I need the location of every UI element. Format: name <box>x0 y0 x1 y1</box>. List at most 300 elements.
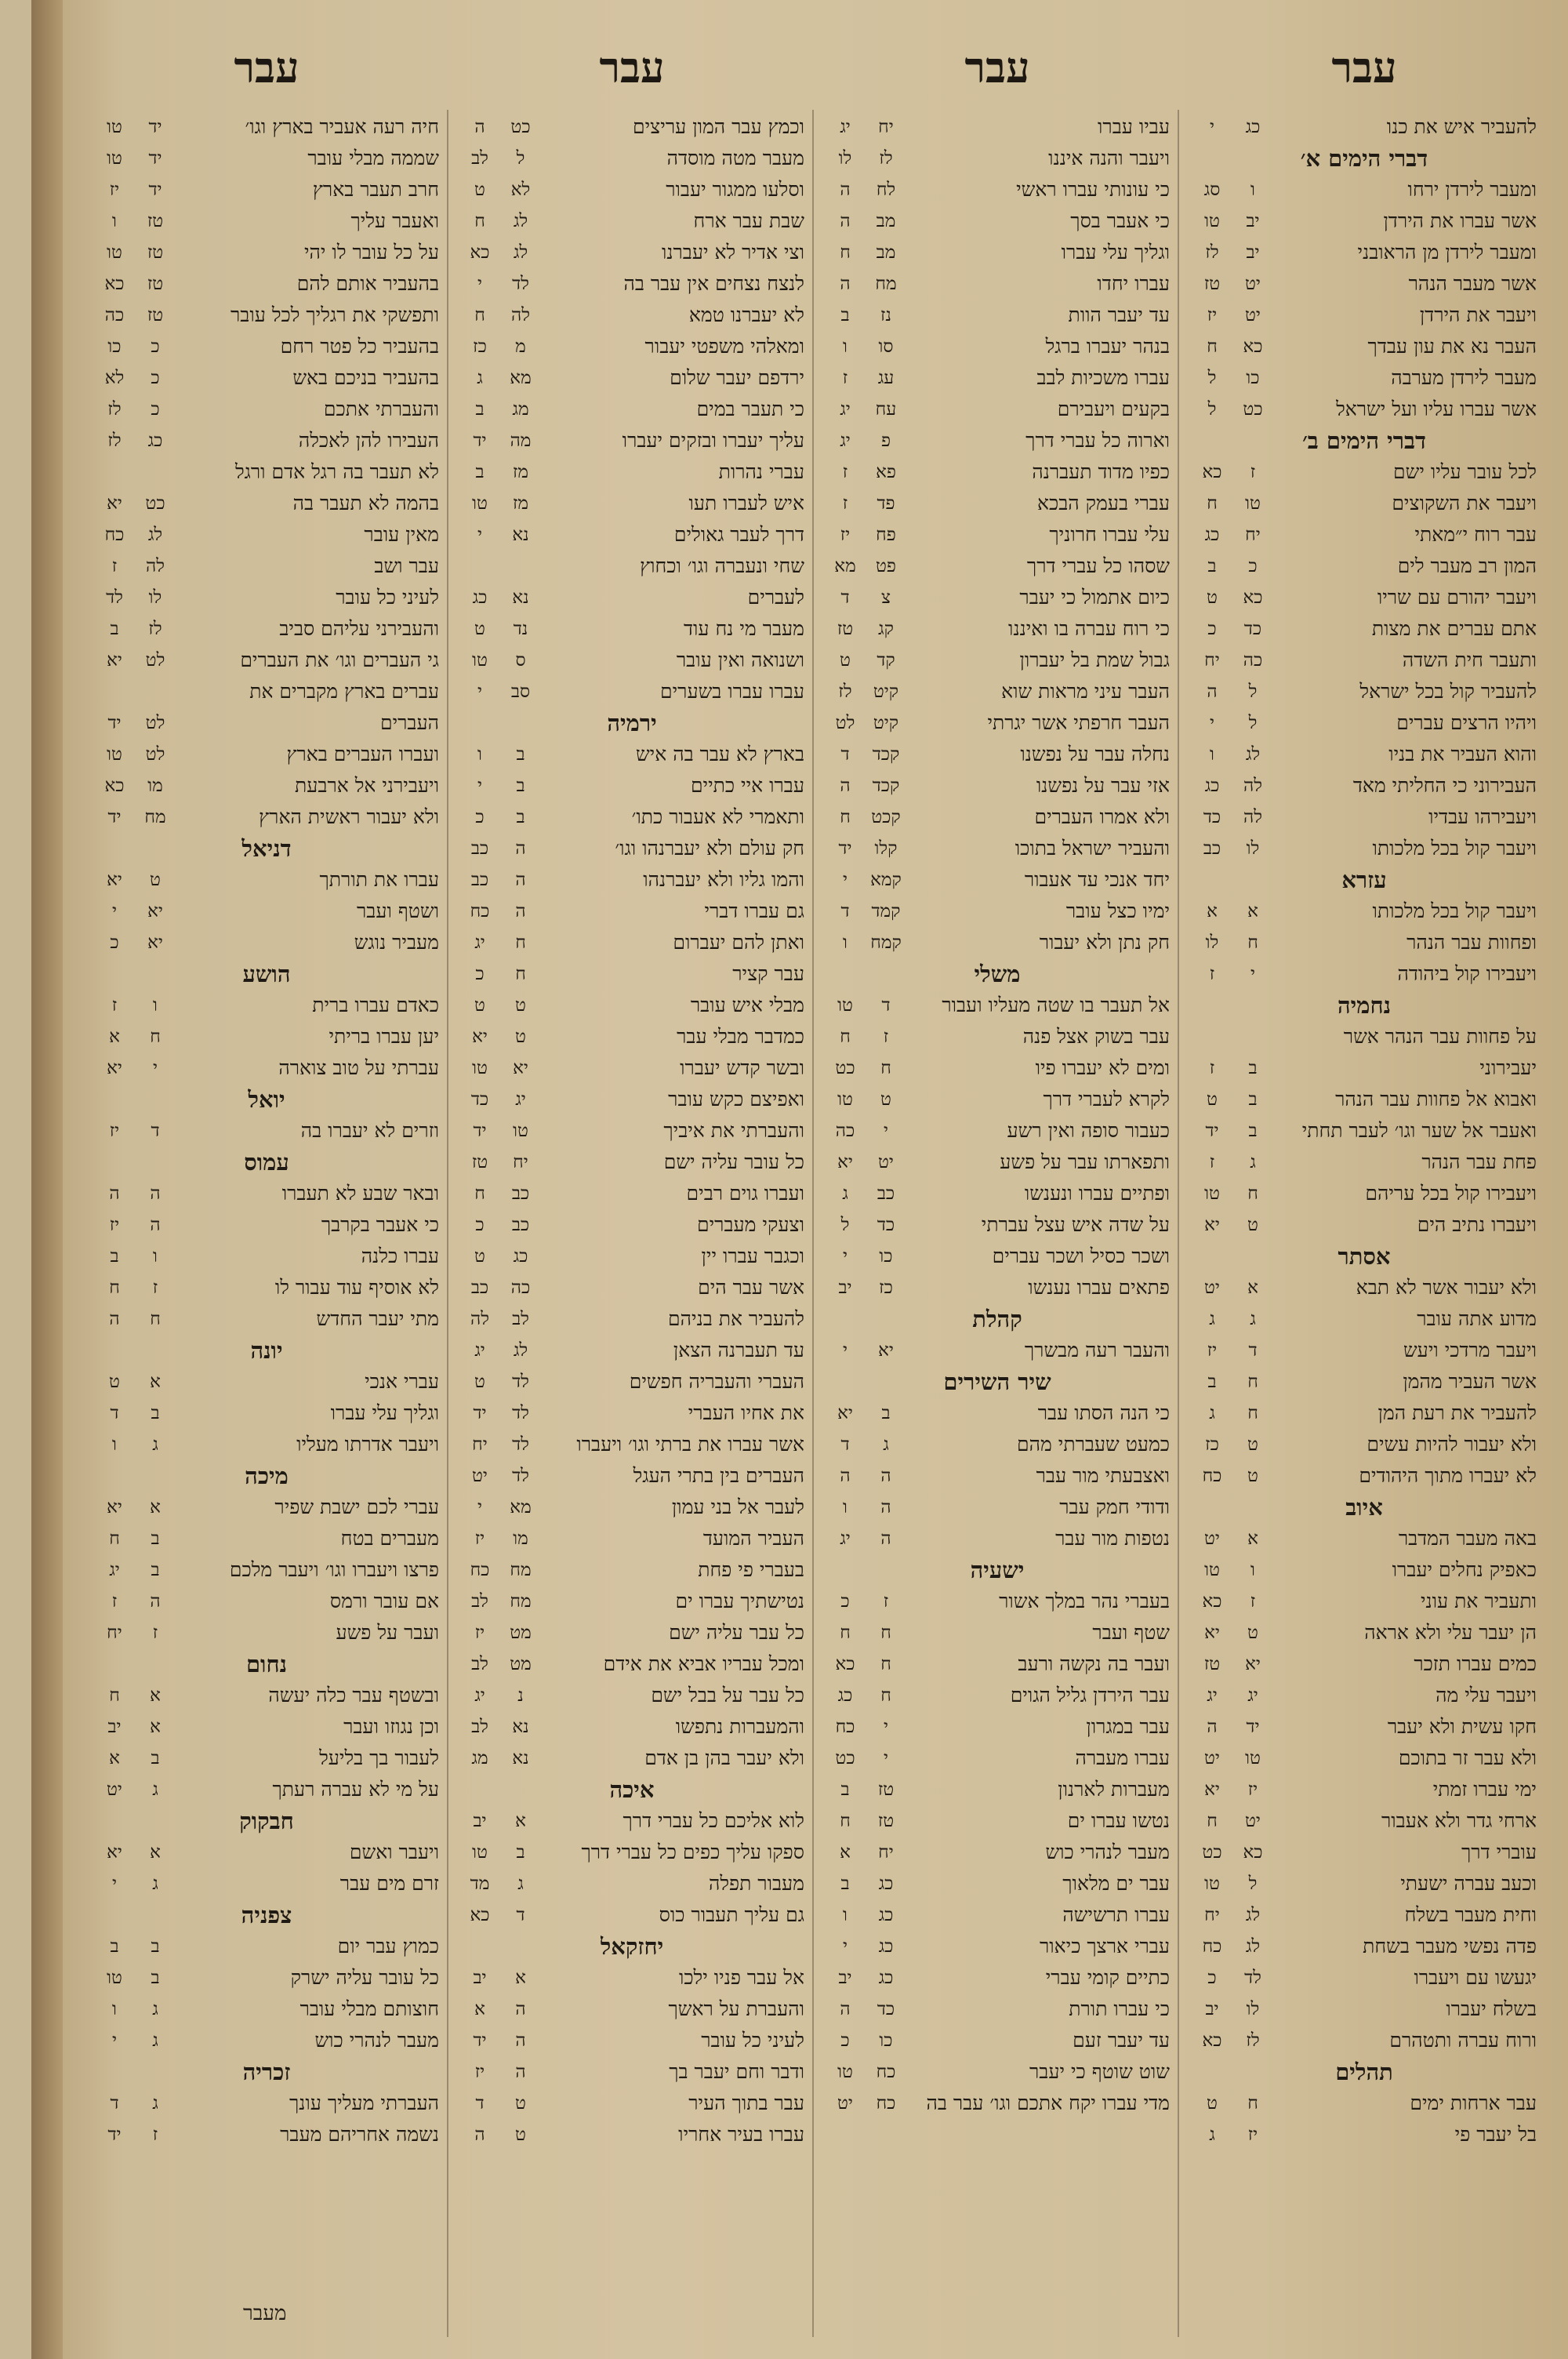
verse-ref: כג <box>1204 525 1220 545</box>
entry-row <box>1192 2119 1537 2150</box>
chapter-ref: מח <box>144 807 166 827</box>
verse-ref: ח <box>1207 1811 1218 1831</box>
entry-text: מדי עברו יקח אתכם וגו׳ עבר בה <box>926 2092 1170 2114</box>
entry-row <box>94 739 439 770</box>
verse-ref: כא <box>1202 1591 1222 1612</box>
verse-ref: י <box>111 901 118 921</box>
verse-ref: יא <box>107 1497 122 1518</box>
verse-ref: י <box>477 525 483 545</box>
entry-text: פחת עבר הנהר <box>1421 1150 1537 1173</box>
verse-ref: ח <box>109 1685 120 1706</box>
entry-text: אשר עברו את ברתי וגו׳ ויעברו <box>576 1433 804 1456</box>
entry-text: עד יעבר זעם <box>1073 2029 1170 2052</box>
entry-text: עוברי דרך <box>1461 1841 1537 1863</box>
entry-row <box>825 1209 1170 1241</box>
verse-ref: א <box>840 1842 851 1863</box>
entry-row <box>1192 1084 1537 1115</box>
entry-text: כעבור סופה ואין רשע <box>1007 1119 1170 1142</box>
book-heading <box>94 1805 439 1837</box>
entry-row <box>459 205 804 237</box>
entry-text: העבירוני כי החליתי מאד <box>1352 774 1537 797</box>
verse-ref: יז <box>1207 1340 1218 1361</box>
chapter-ref: ב <box>151 1936 160 1957</box>
verse-ref: ג <box>1209 1403 1215 1423</box>
book-heading <box>94 1460 439 1492</box>
entry-row <box>825 331 1170 362</box>
chapter-ref: יח <box>878 1842 894 1863</box>
entry-row <box>94 2088 439 2119</box>
entry-row <box>825 1115 1170 1147</box>
chapter-ref: ג <box>152 2093 158 2114</box>
book-title: יואל <box>248 1085 285 1113</box>
verse-ref: כט <box>1202 1842 1222 1863</box>
verse-ref: י <box>477 776 483 796</box>
entry-row <box>825 1711 1170 1743</box>
chapter-ref: כה <box>1243 650 1263 671</box>
verse-ref: י <box>842 1246 848 1267</box>
entry-row <box>94 362 439 394</box>
entry-text: לעיני כל עובר <box>701 2029 804 2052</box>
chapter-ref: כג <box>878 1905 894 1925</box>
entry-text: העביר המועד <box>702 1527 804 1550</box>
entry-row <box>825 1084 1170 1115</box>
entry-text: עבר קציר <box>732 962 804 985</box>
chapter-ref: ט <box>1247 1434 1258 1455</box>
entry-row <box>94 237 439 268</box>
verse-ref: ו <box>843 1497 848 1518</box>
verse-ref: יא <box>837 1403 853 1423</box>
chapter-ref: לה <box>146 556 165 576</box>
entry-text: ושנואה ואין עובר <box>676 649 804 671</box>
chapter-ref: ו <box>153 1246 158 1267</box>
verse-ref: טו <box>107 242 122 263</box>
entry-text: עליך יעברו ובזקים יעברו <box>622 429 804 452</box>
book-heading <box>94 1147 439 1178</box>
book-heading <box>94 833 439 864</box>
book-title: זכריה <box>242 2058 291 2085</box>
chapter-ref: מז <box>512 493 529 514</box>
verse-ref: יד <box>107 713 122 733</box>
catchword: מעבר <box>243 2302 287 2325</box>
chapter-ref: ב <box>1248 1121 1258 1141</box>
verse-ref: כח <box>104 525 125 545</box>
chapter-ref: כד <box>1243 619 1262 639</box>
chapter-ref: פ <box>880 431 891 451</box>
entry-row <box>94 864 439 896</box>
book-heading <box>94 1084 439 1115</box>
entry-row <box>94 1931 439 1962</box>
entry-text: ויעבר יהורם עם שריו <box>1377 586 1537 609</box>
entry-row <box>459 582 804 613</box>
chapter-ref: ז <box>152 2125 158 2145</box>
verse-ref: י <box>477 1497 483 1518</box>
entry-row <box>459 1178 804 1209</box>
entry-row <box>1192 1805 1537 1837</box>
chapter-ref: ה <box>880 1466 891 1486</box>
entry-text: איש לעברו תעו <box>688 492 804 514</box>
chapter-ref: יא <box>147 932 163 953</box>
verse-ref: כא <box>104 274 125 294</box>
chapter-ref: א <box>1247 901 1258 921</box>
entry-row <box>459 1147 804 1178</box>
entry-row <box>459 143 804 174</box>
book-heading <box>1192 143 1537 174</box>
entry-row <box>1192 1837 1537 1868</box>
chapter-ref: ה <box>515 901 526 921</box>
verse-ref: יט <box>837 2093 853 2114</box>
verse-ref: ג <box>1209 2125 1215 2145</box>
entry-row <box>825 1272 1170 1303</box>
verse-ref: ה <box>840 274 851 294</box>
chapter-ref: מב <box>876 211 896 231</box>
chapter-ref: ה <box>880 1528 891 1549</box>
chapter-ref: יא <box>513 1058 528 1078</box>
chapter-ref: צ <box>880 587 891 608</box>
chapter-ref: מח <box>510 1560 532 1580</box>
verse-ref: ב <box>475 462 485 482</box>
verse-ref: ב <box>110 1246 119 1267</box>
entry-row <box>1192 582 1537 613</box>
entry-text: באה מעבר המדבר <box>1398 1527 1537 1550</box>
entry-text: בהעביר אותם להם <box>296 272 439 295</box>
verse-ref: כא <box>470 242 490 263</box>
entry-row <box>94 990 439 1021</box>
entry-row <box>459 1398 804 1429</box>
entry-row <box>459 676 804 707</box>
entry-row <box>459 1303 804 1335</box>
entry-row <box>459 425 804 456</box>
verse-ref: ה <box>474 2125 485 2145</box>
chapter-ref: יט <box>1245 274 1261 294</box>
entry-row <box>459 1366 804 1398</box>
chapter-ref: א <box>150 1717 161 1737</box>
entry-text: עבר ים מלאוך <box>1062 1872 1170 1895</box>
entry-text: כי הנה הסתו עבר <box>1037 1401 1170 1424</box>
entry-text: לעיני כל עובר <box>336 586 439 609</box>
entry-row <box>825 1052 1170 1084</box>
entry-row <box>94 1837 439 1868</box>
entry-row <box>1192 801 1537 833</box>
entry-row <box>1192 958 1537 990</box>
entry-text: כי רוח עברה בו ואיננו <box>1008 617 1170 640</box>
entry-text: את אחיו העברי <box>688 1401 804 1424</box>
chapter-ref: ז <box>1250 462 1256 482</box>
entry-row <box>1192 1680 1537 1711</box>
entry-row <box>825 2056 1170 2088</box>
chapter-ref: מב <box>876 242 896 263</box>
entry-text: כי אעבר בסך <box>1070 209 1170 232</box>
entry-row <box>1192 1931 1537 1962</box>
entry-row <box>825 1335 1170 1366</box>
entry-row <box>94 645 439 676</box>
chapter-ref: כא <box>1243 587 1263 608</box>
chapter-ref: לט <box>145 713 165 733</box>
entry-text: לעברים <box>747 586 804 609</box>
entry-text: ותפארתו עבר על פשע <box>1000 1150 1170 1173</box>
entry-text: על פחוות עבר הנהר אשר <box>1343 1025 1537 1048</box>
verse-ref: לז <box>107 431 122 451</box>
verse-ref: ב <box>475 399 485 420</box>
entry-row <box>94 1241 439 1272</box>
entry-text: ולא יעבור ראשית הארץ <box>259 805 439 828</box>
verse-ref: י <box>477 682 483 702</box>
entry-text: פתאים עברו נענשו <box>1028 1276 1170 1299</box>
entry-text: עברים בארץ מקברים את <box>249 680 439 703</box>
entry-row <box>825 1899 1170 1931</box>
entry-row <box>459 488 804 519</box>
entry-row <box>459 362 804 394</box>
entry-text: עברו יחדו <box>1097 272 1170 295</box>
verse-ref: כה <box>835 1121 855 1141</box>
chapter-ref: טז <box>147 242 164 263</box>
entry-row <box>459 1648 804 1680</box>
book-title: תהלים <box>1335 2058 1393 2085</box>
verse-ref: יב <box>1205 1999 1219 2019</box>
entry-row <box>1192 1648 1537 1680</box>
column-rule <box>1178 110 1179 2337</box>
entry-text: מעביר נוגש <box>354 931 439 954</box>
chapter-ref: כג <box>878 1968 894 1988</box>
entry-row <box>94 1680 439 1711</box>
chapter-ref: טו <box>1245 1748 1261 1768</box>
chapter-ref: א <box>150 1497 161 1518</box>
chapter-ref: ל <box>1248 1874 1258 1894</box>
verse-ref: כב <box>470 1278 489 1298</box>
entry-row <box>825 456 1170 488</box>
entry-row <box>1192 394 1537 425</box>
entry-text: בשלח יעברו <box>1446 1997 1537 2020</box>
entry-text: ולא אמרו העברים <box>1034 805 1170 828</box>
entry-row <box>1192 1021 1537 1052</box>
entry-row <box>459 1335 804 1366</box>
entry-row <box>94 2119 439 2150</box>
verse-ref: יד <box>1205 1121 1219 1141</box>
verse-ref: יד <box>473 1403 487 1423</box>
entry-text: מעבר לנהרי כוש <box>314 2029 439 2052</box>
verse-ref: ב <box>840 1779 850 1800</box>
verse-ref: לז <box>838 682 852 702</box>
chapter-ref: קד <box>877 650 895 671</box>
entry-text: ובשר קדש יעברו <box>680 1056 804 1079</box>
chapter-ref: כו <box>879 1246 893 1267</box>
entry-row <box>94 519 439 551</box>
entry-text: עבר ארחות ימים <box>1410 2092 1537 2114</box>
chapter-ref: לד <box>512 1372 529 1392</box>
entry-text: וצי אדיר לא יעברנו <box>661 241 804 264</box>
verse-ref: יא <box>1204 1779 1220 1800</box>
entry-text: שממה מבלי עובר <box>307 147 439 169</box>
chapter-ref: סו <box>878 336 894 357</box>
chapter-ref: מו <box>147 776 163 796</box>
verse-ref: לו <box>838 148 852 169</box>
entry-text: ימיו כצל עובר <box>1065 900 1170 922</box>
chapter-ref: קמא <box>870 870 902 890</box>
verse-ref: טו <box>472 493 488 514</box>
chapter-ref: א <box>515 1968 526 1988</box>
entry-text: ירדפם יעבר שלום <box>670 366 804 389</box>
entry-row <box>94 300 439 331</box>
entry-text: יען עברו בריתי <box>328 1025 439 1048</box>
chapter-ref: ה <box>150 1215 161 1235</box>
entry-text: כי תעבר במים <box>696 398 804 420</box>
entry-row <box>94 707 439 739</box>
entry-text: בעברי נהר במלך אשור <box>999 1590 1170 1612</box>
entry-text: אתם עברים את מצות <box>1371 617 1537 640</box>
chapter-ref: מז <box>512 462 529 482</box>
entry-row <box>94 927 439 958</box>
book-heading <box>1192 1241 1537 1272</box>
entry-row <box>459 739 804 770</box>
entry-row <box>1192 645 1537 676</box>
verse-ref: יז <box>1207 305 1218 325</box>
entry-text: ואעבר אל שער וגו׳ לעבר תחתי <box>1301 1119 1537 1142</box>
verse-ref: ו <box>477 744 482 765</box>
chapter-ref: לח <box>876 180 896 200</box>
entry-row <box>825 1147 1170 1178</box>
entry-text: מעבור תפלה <box>708 1872 804 1895</box>
chapter-ref: לז <box>148 619 162 639</box>
chapter-ref: נא <box>512 525 529 545</box>
column-1 <box>1192 39 1537 2337</box>
verse-ref: מא <box>834 556 856 576</box>
column-3 <box>459 39 804 2337</box>
chapter-ref: טז <box>877 1779 895 1800</box>
entry-row <box>459 1837 804 1868</box>
entry-text: נטפות מור עבר <box>1055 1527 1170 1550</box>
book-heading <box>825 1554 1170 1586</box>
entry-row <box>825 300 1170 331</box>
book-heading <box>825 958 1170 990</box>
book-heading <box>1192 2056 1537 2088</box>
entry-text: כמוץ עבר יום <box>337 1935 439 1957</box>
entry-text: והמו גליו ולא יעברנהו <box>643 868 804 891</box>
chapter-ref: קמד <box>871 901 901 921</box>
verse-ref: ח <box>1207 336 1218 357</box>
entry-text: ומעבר לירדן מן הראובני <box>1357 241 1537 264</box>
book-heading <box>94 1335 439 1366</box>
chapter-ref: ז <box>152 1623 158 1643</box>
chapter-ref: נז <box>880 305 891 325</box>
chapter-ref: ב <box>151 1528 160 1549</box>
chapter-ref: קמח <box>870 932 902 953</box>
verse-ref: יד <box>473 2030 487 2051</box>
entry-row <box>1192 205 1537 237</box>
verse-ref: ח <box>840 1811 851 1831</box>
chapter-ref: ט <box>515 995 526 1016</box>
chapter-ref: ט <box>1247 1623 1258 1643</box>
entry-row <box>94 2025 439 2056</box>
verse-ref: טו <box>472 650 488 671</box>
entry-text: שבת עבר ארח <box>693 209 804 232</box>
chapter-ref: ה <box>880 1497 891 1518</box>
chapter-ref: יז <box>1247 2125 1258 2145</box>
entry-row <box>825 896 1170 927</box>
verse-ref: ו <box>843 932 848 953</box>
verse-ref: יח <box>472 1434 488 1455</box>
entry-text: והעבירני עליהם סביב <box>279 617 439 640</box>
entry-row <box>1192 1429 1537 1460</box>
entry-text: עברו איי כתיים <box>690 774 804 797</box>
chapter-ref: ב <box>151 1968 160 1988</box>
chapter-ref: כז <box>879 1278 893 1298</box>
chapter-ref: יט <box>878 1152 894 1172</box>
verse-ref: כא <box>470 1905 490 1925</box>
entry-text: עבר בשוק אצל פנה <box>1022 1025 1170 1048</box>
entry-text: לקרא לעברי דרך <box>1043 1088 1170 1110</box>
book-title: נחמיה <box>1337 991 1392 1019</box>
entry-text: בהעביר בניכם באש <box>292 366 439 389</box>
entry-row <box>459 2119 804 2150</box>
chapter-ref: ב <box>151 1403 160 1423</box>
entry-row <box>94 1994 439 2025</box>
entry-text: עברו בעיר אחריו <box>678 2123 804 2146</box>
verse-ref: ה <box>109 1309 120 1329</box>
verse-ref: יח <box>1204 650 1220 671</box>
book-title: יחזקאל <box>600 1932 664 1960</box>
chapter-ref: יד <box>148 148 162 169</box>
entry-text: שחי ונעברה וגו׳ וכחוץ <box>640 554 804 577</box>
entry-text: עבר במגרון <box>1086 1715 1170 1738</box>
entry-row <box>94 770 439 801</box>
chapter-ref: כב <box>511 1183 530 1204</box>
entry-row <box>825 205 1170 237</box>
verse-ref: יז <box>109 1121 120 1141</box>
chapter-ref: ה <box>150 1183 161 1204</box>
book-heading <box>1192 1492 1537 1523</box>
entry-text: לא יעברנו טמא <box>688 304 804 326</box>
verse-ref: כא <box>835 1654 855 1674</box>
verse-ref: ח <box>474 211 485 231</box>
entry-row <box>94 1554 439 1586</box>
chapter-ref: יח <box>513 1152 528 1172</box>
chapter-ref: לג <box>513 211 528 231</box>
chapter-ref: כא <box>1243 336 1263 357</box>
chapter-ref: כט <box>145 493 165 514</box>
entry-row <box>825 1398 1170 1429</box>
verse-ref: ח <box>1207 493 1218 514</box>
verse-ref: יא <box>837 1152 853 1172</box>
entry-row <box>459 1868 804 1899</box>
entry-text: לוא אליכם כל עברי דרך <box>622 1809 804 1832</box>
entry-text: על כל עובר לו יהי <box>304 241 439 264</box>
verse-ref: טו <box>837 995 853 1016</box>
chapter-ref: ח <box>1247 1372 1258 1392</box>
entry-text: חק עולם ולא יעברנהו וגו׳ <box>615 837 804 860</box>
entry-row <box>825 833 1170 864</box>
chapter-ref: ג <box>883 1434 889 1455</box>
entry-row <box>825 519 1170 551</box>
entry-row <box>459 174 804 205</box>
verse-ref: יז <box>109 1215 120 1235</box>
entry-row <box>459 1209 804 1241</box>
chapter-ref: כח <box>876 2093 896 2114</box>
chapter-ref: ל <box>1248 713 1258 733</box>
entry-row <box>825 2088 1170 2119</box>
verse-ref: יג <box>840 431 851 451</box>
book-title: איכה <box>609 1776 655 1803</box>
entry-text: לא יעברו מתוך היהודים <box>1359 1464 1537 1487</box>
entry-row <box>1192 770 1537 801</box>
entry-row <box>1192 1554 1537 1586</box>
entry-text: ועברו העברים בארץ <box>286 743 439 765</box>
verse-ref: יד <box>473 431 487 451</box>
entry-text: עברי אנכי <box>365 1370 439 1393</box>
verse-ref: יא <box>107 870 122 890</box>
verse-ref: ט <box>474 1372 485 1392</box>
chapter-ref: טז <box>147 305 164 325</box>
verse-ref: ט <box>474 995 485 1016</box>
entry-text: ותפשקי את רגליך לכל עובר <box>230 304 439 326</box>
